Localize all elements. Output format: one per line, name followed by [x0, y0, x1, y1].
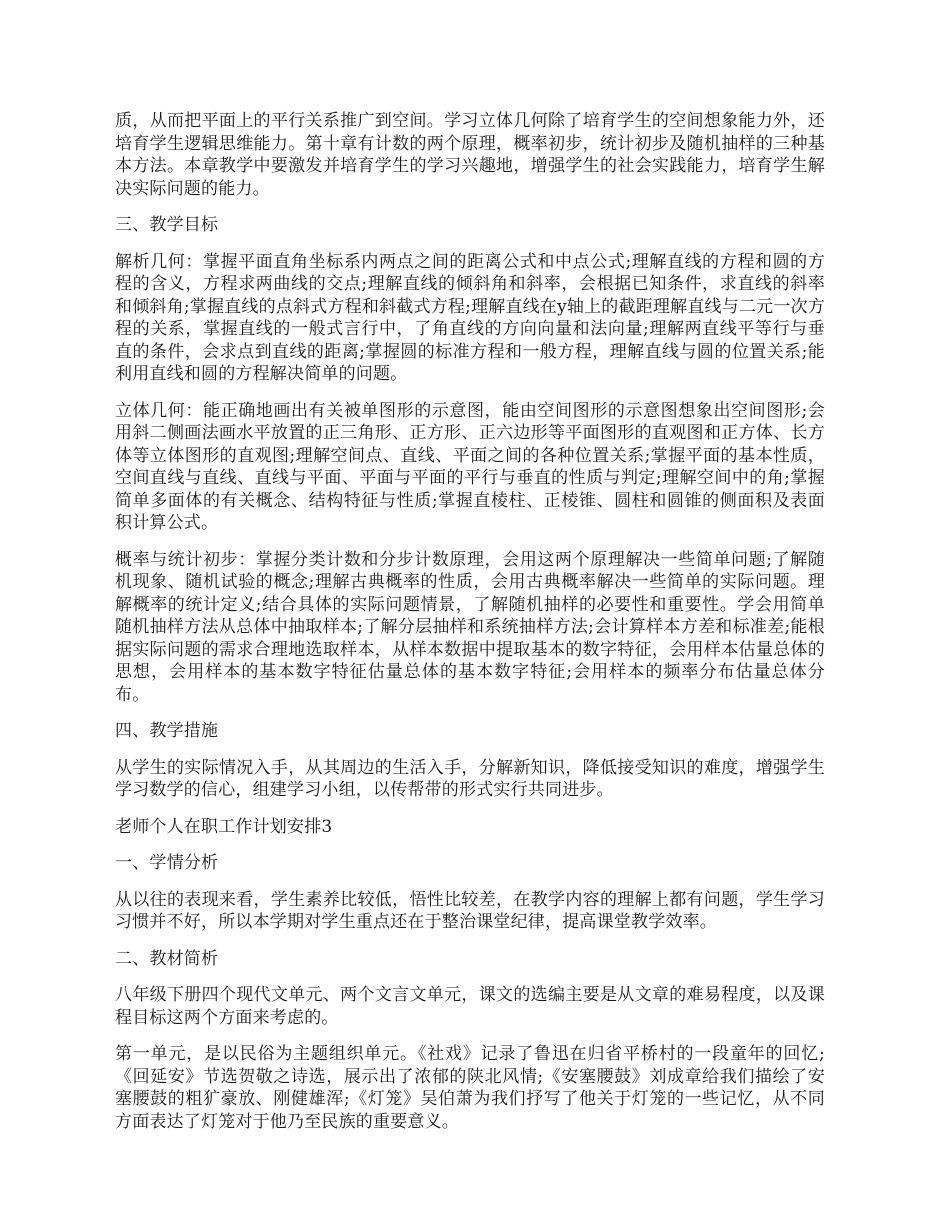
- heading-student-analysis: 一、学情分析: [115, 853, 219, 873]
- paragraph-unit-one: 第一单元，是以民俗为主题组织单元。《社戏》记录了鲁迅在归省平桥村的一段童年的回忆;《回延安》节选贺敬之诗选，展示出了浓郁的陕北风情;《安塞腰鼓》刘成章给我们描绘了安塞腰鼓的粗犷豪放、刚健雄浑;《灯笼》吴伯萧为我们抒写了他关于灯笼的一些记忆，从不同方面表达了灯笼对于他乃至民族的重要意义。: [115, 1044, 825, 1132]
- paragraph-intro: 质，从而把平面上的平行关系推广到空间。学习立体几何除了培育学生的空间想象能力外，还培育学生逻辑思维能力。第十章有计数的两个原理，概率初步，统计初步及随机抽样的三种基本方法。本章教学中要激发并培育学生的学习兴趣地，增强学生的社会实践能力，培育学生解决实际问题的能力。: [115, 111, 825, 199]
- heading-teaching-measures: 四、教学措施: [115, 721, 219, 741]
- paragraph-student-analysis: 从以往的表现来看，学生素养比较低，悟性比较差，在教学内容的理解上都有问题，学生学习习惯并不好，所以本学期对学生重点还在于整治课堂纪律，提高课堂教学效率。: [115, 889, 825, 932]
- heading-plan-3: 老师个人在职工作计划安排3: [115, 816, 333, 837]
- paragraph-textbook-overview: 八年级下册四个现代文单元、两个文言文单元，课文的选编主要是从文章的难易程度，以及课程目标这两个方面来考虑的。: [115, 985, 825, 1028]
- heading-textbook-analysis: 二、教材简析: [115, 948, 219, 969]
- paragraph-solid-geometry: 立体几何：能正确地画出有关被单图形的示意图，能由空间图形的示意图想象出空间图形;会用斜二侧画法画水平放置的正三角形、正方形、正六边形等平面图形的直观图和正方体、长方体等立体图形的直观图;理解空间点、直线、平面之间的各种位置关系;掌握平面的基本性质，空间直线与直线、直线与平面、平面与平面的平行与垂直的性质与判定;理解空间中的角;掌握简单多面体的有关概念、结构特征与性质;掌握直棱柱、正棱锥、圆柱和圆锥的侧面积及表面积计算公式。: [115, 400, 825, 533]
- paragraph-analytic-geometry: 解析几何：掌握平面直角坐标系内两点之间的距离公式和中点公式;理解直线的方程和圆的方程的含义，方程求两曲线的交点;理解直线的倾斜角和斜率，会根据已知条件，求直线的斜率和倾斜角;掌握直线的点斜式方程和斜截式方程;理解直线在y轴上的截距理解直线与二元一次方程的关系，掌握直线的一般式言行中，了角直线的方向向量和法向量;理解两直线平等行与垂直的条件，会求点到直线的距离;掌握圆的标准方程和一般方程，理解直线与圆的位置关系;能利用直线和圆的方程解决简单的问题。: [115, 251, 825, 384]
- paragraph-measures: 从学生的实际情况入手，从其周边的生活入手，分解新知识，降低接受知识的难度，增强学生学习数学的信心，组建学习小组，以传帮带的形式实行共同进步。: [115, 757, 825, 800]
- heading-teaching-goals: 三、教学目标: [115, 215, 219, 235]
- paragraph-probability-statistics: 概率与统计初步：掌握分类计数和分步计数原理，会用这两个原理解决一些简单问题;了解随机现象、随机试验的概念;理解古典概率的性质，会用古典概率解决一些简单的实际问题。理解概率的统计定义;结合具体的实际问题情景，了解随机抽样的必要性和重要性。学会用简单随机抽样方法从总体中抽取样本;了解分层抽样和系统抽样方法;会计算样本方差和标准差;能根据实际问题的需求合理地选取样本，从样本数据中提取基本的数字特征，会用样本估量总体的思想，会用样本的基本数字特征估量总体的基本数字特征;会用样本的频率分布估量总体分布。: [115, 549, 825, 705]
